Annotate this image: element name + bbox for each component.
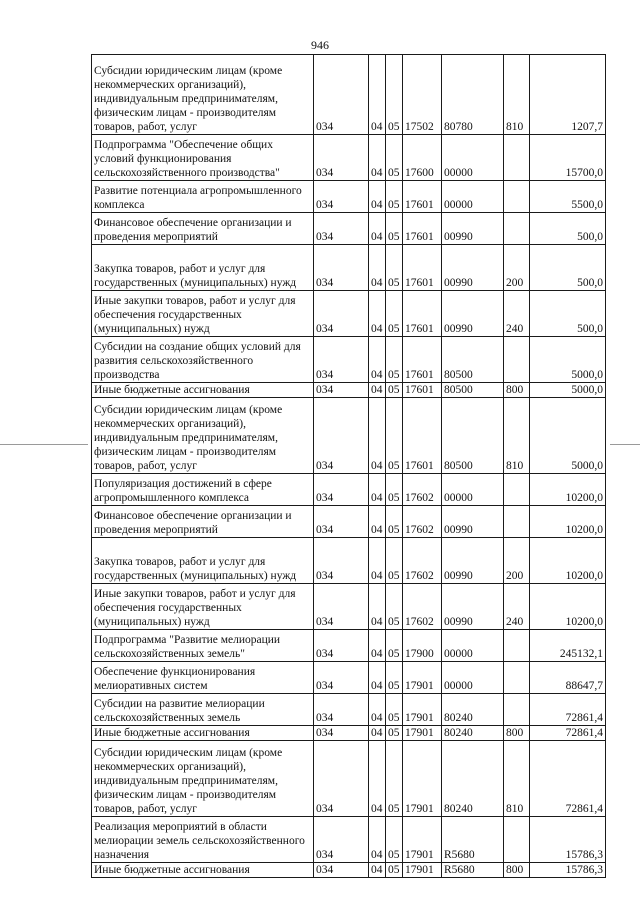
subsection-code-cell: 05 [386,662,403,694]
expense-type-cell [504,694,530,726]
program-code-cell: 17901 [403,863,442,878]
section-code-cell: 04 [369,817,386,863]
subsection-code-cell: 05 [386,383,403,398]
section-code-cell: 04 [369,662,386,694]
table-row [92,291,606,337]
direction-code-cell: 00990 [442,245,504,291]
amount-cell: 15786,3 [530,817,606,863]
section-code-cell: 04 [369,474,386,506]
program-code-cell: 17601 [403,291,442,337]
direction-code-cell: 80780 [442,55,504,135]
name-cell: Подпрограмма "Развитие мелиорации сельскохозяйственных земель" [92,630,314,662]
table-row [92,863,606,878]
direction-code-cell: 00990 [442,584,504,630]
amount-cell: 72861,4 [530,726,606,741]
section-code-cell: 04 [369,337,386,383]
program-code-cell: 17901 [403,662,442,694]
name-cell: Субсидии на развитие мелиорации сельскохозяйственных земель [92,694,314,726]
subsection-code-cell: 05 [386,337,403,383]
direction-code-cell: 80240 [442,741,504,817]
amount-cell: 10200,0 [530,506,606,538]
section-code-cell: 04 [369,55,386,135]
table-row [92,726,606,741]
section-code-cell: 04 [369,291,386,337]
program-code-cell: 17601 [403,213,442,245]
subsection-code-cell: 05 [386,630,403,662]
subsection-code-cell: 05 [386,863,403,878]
expense-type-cell: 800 [504,383,530,398]
subsection-code-cell: 05 [386,398,403,474]
table-row [92,213,606,245]
expense-type-cell: 800 [504,726,530,741]
direction-code-cell: 80240 [442,694,504,726]
program-code-cell: 17602 [403,584,442,630]
table-row [92,337,606,383]
direction-code-cell: 00000 [442,630,504,662]
section-code-cell: 04 [369,135,386,181]
subsection-code-cell: 05 [386,584,403,630]
name-cell: Иные бюджетные ассигнования [92,383,314,398]
program-code-cell: 17602 [403,474,442,506]
amount-cell: 1207,7 [530,55,606,135]
subsection-code-cell: 05 [386,55,403,135]
expense-type-cell [504,817,530,863]
program-code-cell: 17601 [403,383,442,398]
subsection-code-cell: 05 [386,291,403,337]
table-row [92,245,606,291]
subsection-code-cell: 05 [386,817,403,863]
name-cell: Подпрограмма "Обеспечение общих условий функционирования сельскохозяйственного производства" [92,135,314,181]
program-code-cell: 17601 [403,398,442,474]
program-code-cell: 17602 [403,538,442,584]
name-cell: Иные бюджетные ассигнования [92,863,314,878]
section-code-cell: 04 [369,630,386,662]
ministry-code-cell: 034 [314,383,369,398]
program-code-cell: 17601 [403,337,442,383]
name-cell: Закупка товаров, работ и услуг для государственных (муниципальных) нужд [92,245,314,291]
direction-code-cell: 00000 [442,474,504,506]
direction-code-cell: 00990 [442,506,504,538]
subsection-code-cell: 05 [386,245,403,291]
amount-cell: 500,0 [530,291,606,337]
program-code-cell: 17901 [403,817,442,863]
table-row [92,383,606,398]
table-row [92,55,606,135]
budget-table [91,54,606,878]
section-code-cell: 04 [369,741,386,817]
expense-type-cell [504,337,530,383]
section-code-cell: 04 [369,213,386,245]
scan-artifact [610,444,640,445]
table-row [92,741,606,817]
ministry-code-cell: 034 [314,662,369,694]
direction-code-cell: R5680 [442,817,504,863]
table-row [92,630,606,662]
name-cell: Иные закупки товаров, работ и услуг для обеспечения государственных (муниципальных) нужд [92,291,314,337]
section-code-cell: 04 [369,181,386,213]
ministry-code-cell: 034 [314,337,369,383]
ministry-code-cell: 034 [314,630,369,662]
amount-cell: 10200,0 [530,584,606,630]
ministry-code-cell: 034 [314,538,369,584]
expense-type-cell: 240 [504,584,530,630]
name-cell: Субсидии юридическим лицам (кроме некоммерческих организаций), индивидуальным предпринимателям, физическим лицам - производителям товаров, работ, услуг [92,55,314,135]
section-code-cell: 04 [369,245,386,291]
ministry-code-cell: 034 [314,181,369,213]
table-row [92,474,606,506]
name-cell: Субсидии юридическим лицам (кроме некоммерческих организаций), индивидуальным предпринимателям, физическим лицам - производителям товаров, работ, услуг [92,398,314,474]
expense-type-cell: 800 [504,863,530,878]
program-code-cell: 17900 [403,630,442,662]
name-cell: Иные бюджетные ассигнования [92,726,314,741]
expense-type-cell [504,213,530,245]
ministry-code-cell: 034 [314,506,369,538]
table-row [92,135,606,181]
program-code-cell: 17601 [403,245,442,291]
scan-artifact [0,444,88,445]
ministry-code-cell: 034 [314,694,369,726]
name-cell: Закупка товаров, работ и услуг для государственных (муниципальных) нужд [92,538,314,584]
direction-code-cell: 00000 [442,181,504,213]
section-code-cell: 04 [369,506,386,538]
amount-cell: 72861,4 [530,741,606,817]
subsection-code-cell: 05 [386,726,403,741]
section-code-cell: 04 [369,584,386,630]
section-code-cell: 04 [369,398,386,474]
ministry-code-cell: 034 [314,817,369,863]
expense-type-cell [504,474,530,506]
name-cell: Субсидии на создание общих условий для развития сельскохозяйственного производства [92,337,314,383]
expense-type-cell: 240 [504,291,530,337]
amount-cell: 500,0 [530,245,606,291]
table-row [92,584,606,630]
expense-type-cell [504,630,530,662]
table-row [92,398,606,474]
section-code-cell: 04 [369,383,386,398]
amount-cell: 15786,3 [530,863,606,878]
program-code-cell: 17901 [403,741,442,817]
expense-type-cell: 810 [504,55,530,135]
expense-type-cell [504,181,530,213]
program-code-cell: 17601 [403,181,442,213]
program-code-cell: 17502 [403,55,442,135]
program-code-cell: 17602 [403,506,442,538]
ministry-code-cell: 034 [314,741,369,817]
name-cell: Обеспечение функционирования мелиоративных систем [92,662,314,694]
section-code-cell: 04 [369,694,386,726]
section-code-cell: 04 [369,726,386,741]
table-row [92,506,606,538]
amount-cell: 5000,0 [530,383,606,398]
direction-code-cell: 80500 [442,398,504,474]
page-number: 946 [311,38,329,52]
direction-code-cell: 00990 [442,291,504,337]
subsection-code-cell: 05 [386,135,403,181]
direction-code-cell: 80240 [442,726,504,741]
subsection-code-cell: 05 [386,213,403,245]
amount-cell: 10200,0 [530,538,606,584]
ministry-code-cell: 034 [314,291,369,337]
amount-cell: 500,0 [530,213,606,245]
table-row [92,662,606,694]
direction-code-cell: 00000 [442,135,504,181]
direction-code-cell: 00990 [442,213,504,245]
expense-type-cell: 810 [504,398,530,474]
expense-type-cell [504,506,530,538]
subsection-code-cell: 05 [386,181,403,213]
ministry-code-cell: 034 [314,135,369,181]
expense-type-cell [504,135,530,181]
direction-code-cell: 00990 [442,538,504,584]
ministry-code-cell: 034 [314,726,369,741]
ministry-code-cell: 034 [314,245,369,291]
name-cell: Популяризация достижений в сфере агропромышленного комплекса [92,474,314,506]
subsection-code-cell: 05 [386,694,403,726]
table-row [92,694,606,726]
amount-cell: 10200,0 [530,474,606,506]
direction-code-cell: 80500 [442,383,504,398]
direction-code-cell: R5680 [442,863,504,878]
direction-code-cell: 00000 [442,662,504,694]
program-code-cell: 17901 [403,726,442,741]
ministry-code-cell: 034 [314,863,369,878]
expense-type-cell: 810 [504,741,530,817]
name-cell: Развитие потенциала агропромышленного комплекса [92,181,314,213]
ministry-code-cell: 034 [314,213,369,245]
amount-cell: 245132,1 [530,630,606,662]
ministry-code-cell: 034 [314,398,369,474]
table-body [92,55,606,878]
direction-code-cell: 80500 [442,337,504,383]
amount-cell: 5500,0 [530,181,606,213]
name-cell: Финансовое обеспечение организации и проведения мероприятий [92,213,314,245]
expense-type-cell: 200 [504,538,530,584]
program-code-cell: 17600 [403,135,442,181]
program-code-cell: 17901 [403,694,442,726]
amount-cell: 5000,0 [530,398,606,474]
amount-cell: 5000,0 [530,337,606,383]
expense-type-cell [504,662,530,694]
name-cell: Финансовое обеспечение организации и проведения мероприятий [92,506,314,538]
name-cell: Реализация мероприятий в области мелиорации земель сельскохозяйственного назначения [92,817,314,863]
ministry-code-cell: 034 [314,474,369,506]
section-code-cell: 04 [369,538,386,584]
subsection-code-cell: 05 [386,741,403,817]
amount-cell: 15700,0 [530,135,606,181]
table-row [92,181,606,213]
amount-cell: 88647,7 [530,662,606,694]
subsection-code-cell: 05 [386,538,403,584]
subsection-code-cell: 05 [386,506,403,538]
table-row [92,538,606,584]
amount-cell: 72861,4 [530,694,606,726]
name-cell: Субсидии юридическим лицам (кроме некоммерческих организаций), индивидуальным предпринимателям, физическим лицам - производителям товаров, работ, услуг [92,741,314,817]
ministry-code-cell: 034 [314,55,369,135]
name-cell: Иные закупки товаров, работ и услуг для обеспечения государственных (муниципальных) нужд [92,584,314,630]
ministry-code-cell: 034 [314,584,369,630]
section-code-cell: 04 [369,863,386,878]
table-row [92,817,606,863]
subsection-code-cell: 05 [386,474,403,506]
expense-type-cell: 200 [504,245,530,291]
